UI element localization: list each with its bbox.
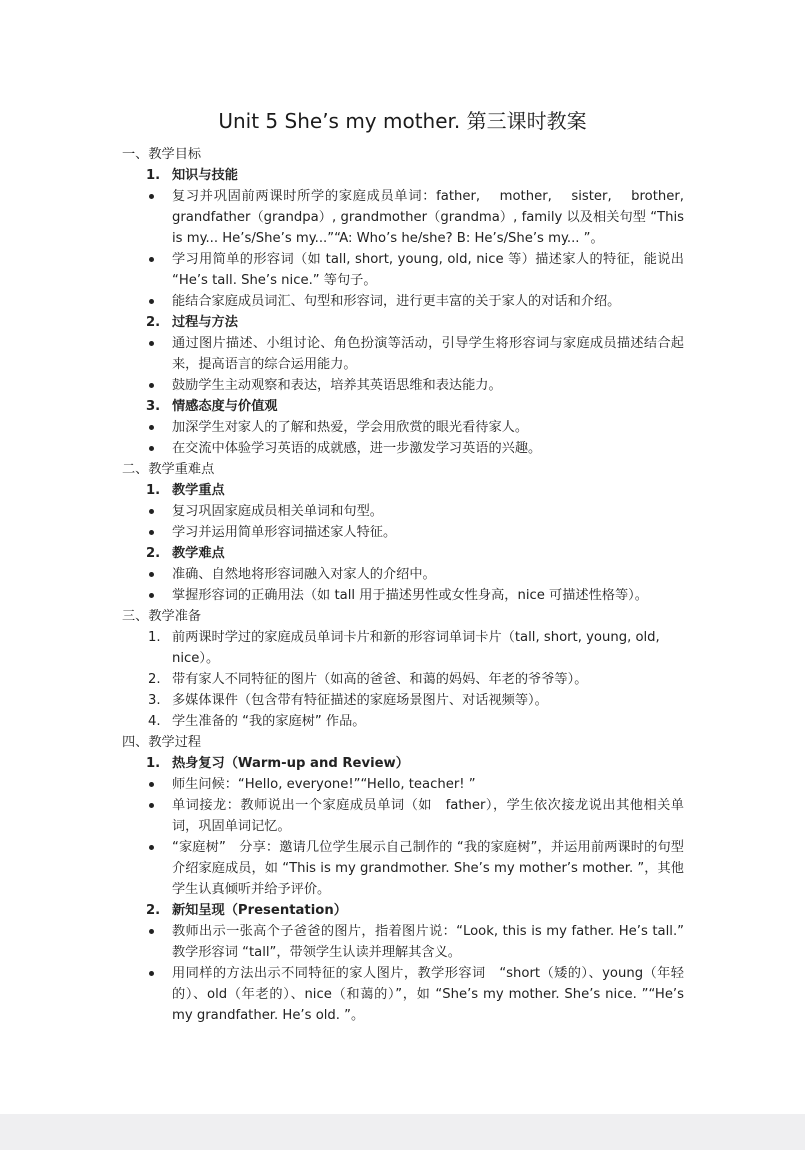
bullet-item: 师生问候：“Hello, everyone!”“Hello, teacher! ” [122,774,684,795]
section-heading: 二、教学重难点 [122,462,215,477]
bullet-item: 能结合家庭成员词汇、句型和形容词，进行更丰富的关于家人的对话和介绍。 [122,291,684,312]
numbered-item [122,690,684,711]
bullet-item: 在交流中体验学习英语的成就感，进一步激发学习英语的兴趣。 [122,438,684,459]
bullet-item: 鼓励学生主动观察和表达，培养其英语思维和表达能力。 [122,375,684,396]
item-number: 4. [148,714,161,729]
subheading [122,480,684,501]
bullet-item: 学习用简单的形容词（如 tall, short, young, old, nice 等）描述家人的特征，能说出 “He’s tall. She’s nice.” 等句子。 [122,249,684,291]
document-title: Unit 5 She’s my mother. 第三课时教案 [218,109,587,133]
bullet-item: 单词接龙：教师说出一个家庭成员单词（如 father），学生依次接龙说出其他相关单词，巩固单词记忆。 [122,795,684,837]
bullet-item: 复习并巩固前两课时所学的家庭成员单词：father, mother, sister, brother, grandfather（grandpa）, grandmother（grandma）, family 以及相关句型 “This is my... He’s/She’s my...”“A: Who’s he/she? B: He’s/She’s my... ”。 [122,186,684,249]
numbered-item [122,669,684,690]
subheading-label: 教学难点 [172,546,225,561]
bullet-item: 通过图片描述、小组讨论、角色扮演等活动，引导学生将形容词与家庭成员描述结合起来，提高语言的综合运用能力。 [122,333,684,375]
section-heading: 四、教学过程 [122,735,202,750]
bullet-item: 加深学生对家人的了解和热爱，学会用欣赏的眼光看待家人。 [122,417,684,438]
subheading-number: 1. [146,168,161,183]
bullet-item: 掌握形容词的正确用法（如 tall 用于描述男性或女性身高，nice 可描述性格等）。 [122,585,684,606]
bullet-item: 准确、自然地将形容词融入对家人的介绍中。 [122,564,684,585]
numbered-item [122,711,684,732]
subheading-label: 知识与技能 [172,168,238,183]
item-text: 带有家人不同特征的图片（如高的爸爸、和蔼的妈妈、年老的爷爷等）。 [172,672,588,687]
subheading-label: 教学重点 [172,483,225,498]
page-bottom-margin [0,1114,805,1150]
section-heading: 三、教学准备 [122,609,202,624]
bullet-item: 学习并运用简单形容词描述家人特征。 [122,522,684,543]
subheading-number: 2. [146,315,161,330]
subheading [122,396,684,417]
bullet-item: 复习巩固家庭成员相关单词和句型。 [122,501,684,522]
item-number: 2. [148,672,161,687]
section-heading: 一、教学目标 [122,147,202,162]
document-body [122,144,684,1026]
bullet-item: “家庭树” 分享：邀请几位学生展示自己制作的 “我的家庭树”，并运用前两课时的句型介绍家庭成员，如 “This is my grandmother. She’s my mother’s mother. ”，其他学生认真倾听并给予评价。 [122,837,684,900]
subheading [122,753,684,774]
item-number: 3. [148,693,161,708]
bullet-item: 用同样的方法出示不同特征的家人图片，教学形容词 “short（矮的）、young（年轻的）、old（年老的）、nice（和蔼的）”，如 “She’s my mother. She’s nice. ”“He’s my grandfather. He’s old. ”。 [122,963,684,1026]
subheading-label: 过程与方法 [172,315,238,330]
bullet-item: 教师出示一张高个子爸爸的图片，指着图片说：“Look, this is my father. He’s tall.” 教学形容词 “tall”，带领学生认读并理解其含义。 [122,921,684,963]
item-number: 1. [148,630,161,645]
subheading-number: 1. [146,483,161,498]
numbered-item [122,627,684,669]
subheading-label: 热身复习（Warm-up and Review） [172,756,409,771]
subheading-number: 2. [146,546,161,561]
subheading [122,543,684,564]
item-text: 学生准备的 “我的家庭树” 作品。 [172,714,366,729]
subheading-number: 3. [146,399,161,414]
item-text: 多媒体课件（包含带有特征描述的家庭场景图片、对话视频等）。 [172,693,548,708]
subheading [122,165,684,186]
subheading-number: 2. [146,903,161,918]
subheading [122,900,684,921]
subheading-label: 情感态度与价值观 [172,399,278,414]
subheading-label: 新知呈现（Presentation） [172,903,347,918]
item-text: 前两课时学过的家庭成员单词卡片和新的形容词单词卡片（tall, short, young, old, nice）。 [172,630,660,666]
subheading-number: 1. [146,756,161,771]
subheading [122,312,684,333]
